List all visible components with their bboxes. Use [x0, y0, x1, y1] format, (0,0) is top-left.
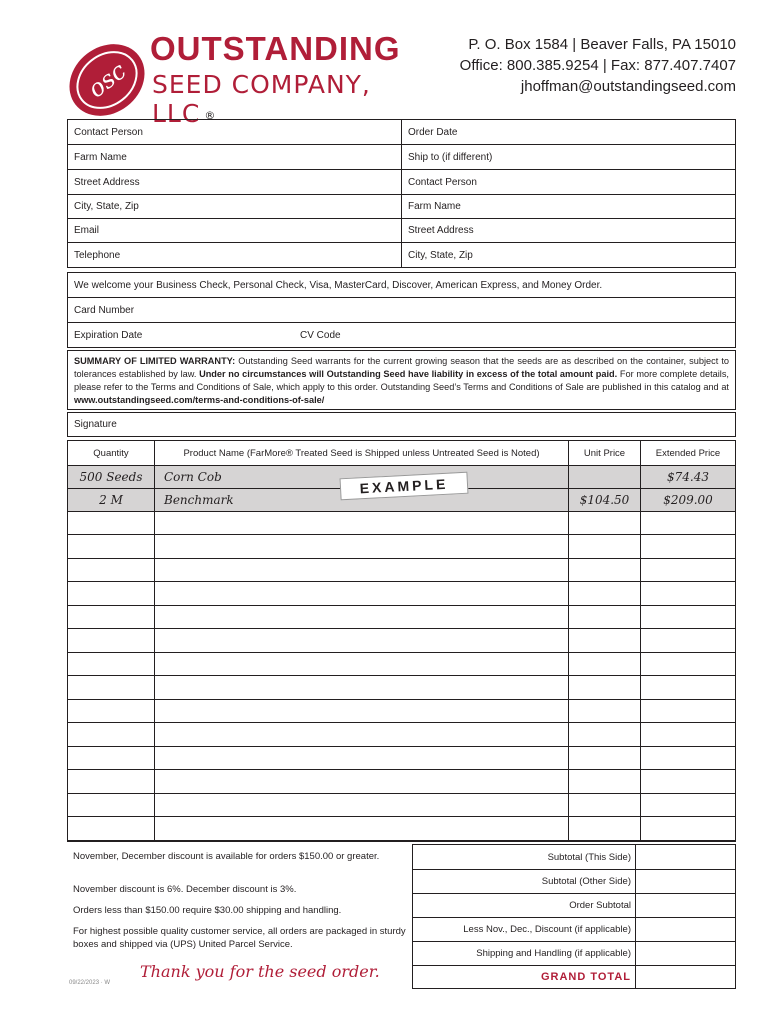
example-2-quantity: 2 M	[99, 492, 123, 507]
column-header-product	[155, 441, 568, 465]
table-row-line	[68, 581, 735, 582]
table-row-line	[68, 722, 735, 723]
table-row-line	[68, 534, 735, 535]
field-cv-code[interactable]: CV Code	[300, 329, 341, 341]
warranty-text-1: Outstanding Seed warrants for the current growing season that the seeds are as described on the container, subject to tolerances established by law.	[74, 356, 730, 379]
example-2-product: Benchmark	[164, 492, 234, 507]
product-header-label: Product Name	[183, 447, 245, 459]
total-order-subtotal: Order Subtotal	[569, 899, 631, 911]
field-ship-to[interactable]: Ship to (if different)	[408, 151, 493, 163]
table-row-line	[68, 605, 735, 606]
column-header-extended-price: Extended Price	[655, 447, 721, 459]
warranty-summary	[67, 350, 736, 410]
table-row-line	[68, 628, 735, 629]
signature-field[interactable]	[67, 412, 736, 437]
table-row-line	[68, 558, 735, 559]
company-contact	[460, 34, 736, 97]
total-subtotal-this-side: Subtotal (This Side)	[547, 851, 631, 863]
table-row-line	[68, 511, 735, 512]
warranty-text-2: For more complete details, please refer to the Terms and Conditions of Sale, which apply to this order. Outstanding Seed’s Terms and Conditions of Sale are published in this catalog and at	[74, 369, 729, 392]
company-email[interactable]: jhoffman@outstandingseed.com	[520, 78, 736, 95]
table-row-line	[68, 652, 735, 653]
signature-label: Signature	[74, 419, 117, 430]
field-ship-street-address[interactable]: Street Address	[408, 225, 474, 236]
column-header-quantity: Quantity	[93, 447, 129, 459]
field-city-state-zip[interactable]: City, State, Zip	[74, 201, 139, 212]
logo-subtitle: SEED COMPANY, LLC ®	[152, 70, 371, 128]
field-email[interactable]: Email	[74, 225, 100, 236]
note-packaging: For highest possible quality customer service, all orders are packaged in sturdy boxes and shipped via (UPS) United Parcel Service.	[73, 926, 406, 950]
payment-section	[67, 272, 736, 348]
example-2-extended-price: $209.00	[663, 492, 713, 507]
table-row-line	[68, 675, 735, 676]
example-2-unit-price: $104.50	[579, 492, 630, 507]
field-expiration-date[interactable]: Expiration Date	[74, 329, 143, 341]
thank-you-note: Thank you for the seed order.	[140, 962, 380, 981]
seed-logo-icon	[64, 30, 150, 126]
note-discount-availability: November, December discount is available for orders $150.00 or greater.	[73, 851, 380, 862]
example-1-product: Corn Cob	[164, 469, 222, 484]
field-card-number[interactable]: Card Number	[74, 304, 135, 316]
field-ship-city-state-zip[interactable]: City, State, Zip	[408, 249, 473, 261]
example-1-unit-price	[569, 465, 640, 488]
total-discount: Less Nov., Dec., Discount (if applicable)	[463, 923, 631, 935]
field-telephone[interactable]: Telephone	[74, 249, 121, 261]
field-contact-person[interactable]: Contact Person	[74, 126, 143, 138]
warranty-liability: Under no circumstances will Outstanding Seed have liability in excess of the total amount paid.	[199, 369, 618, 379]
table-row-line	[68, 793, 735, 794]
grand-total-label: GRAND TOTAL	[540, 971, 631, 983]
note-discount-rates: November discount is 6%. December discount is 3%.	[73, 884, 297, 895]
warranty-heading: SUMMARY OF LIMITED WARRANTY:	[74, 356, 236, 366]
table-row-line	[68, 840, 735, 841]
table-row-line	[68, 746, 735, 747]
company-phone: Office: 800.385.9254 | Fax: 877.407.7407	[459, 57, 736, 74]
table-row-line	[68, 699, 735, 700]
field-ship-contact-person[interactable]: Contact Person	[408, 176, 477, 188]
example-1-extended-price: $74.43	[667, 469, 709, 484]
field-order-date[interactable]: Order Date	[408, 126, 458, 138]
field-farm-name[interactable]: Farm Name	[74, 151, 127, 163]
warranty-url[interactable]: www.outstandingseed.com/terms-and-conditions-of-sale/	[74, 395, 325, 405]
customer-info-grid	[67, 119, 736, 268]
total-subtotal-other-side: Subtotal (Other Side)	[541, 875, 631, 887]
product-header-note: (FarMore® Treated Seed is Shipped unless Untreated Seed is Noted)	[246, 447, 540, 459]
form-revision: 09/22/2023 · W	[69, 980, 111, 986]
field-street-address[interactable]: Street Address	[74, 176, 140, 188]
logo-title: OUTSTANDING	[150, 30, 401, 67]
total-shipping: Shipping and Handling (if applicable)	[476, 947, 631, 959]
table-row-line	[68, 769, 735, 770]
example-stamp: EXAMPLE	[340, 472, 469, 501]
field-ship-farm-name[interactable]: Farm Name	[408, 201, 461, 212]
payment-methods-text: We welcome your Business Check, Personal Check, Visa, MasterCard, Discover, American Express, and Money Order.	[74, 279, 603, 291]
company-logo	[64, 30, 444, 126]
company-address: P. O. Box 1584 | Beaver Falls, PA 15010	[468, 36, 736, 53]
table-row-line	[68, 816, 735, 817]
example-1-quantity: 500 Seeds	[79, 469, 143, 484]
order-totals	[412, 844, 736, 989]
column-header-unit-price: Unit Price	[583, 447, 626, 459]
logo-initials: osc	[82, 56, 132, 104]
order-items-table	[67, 440, 736, 842]
note-shipping-minimum: Orders less than $150.00 require $30.00 shipping and handling.	[73, 905, 342, 916]
